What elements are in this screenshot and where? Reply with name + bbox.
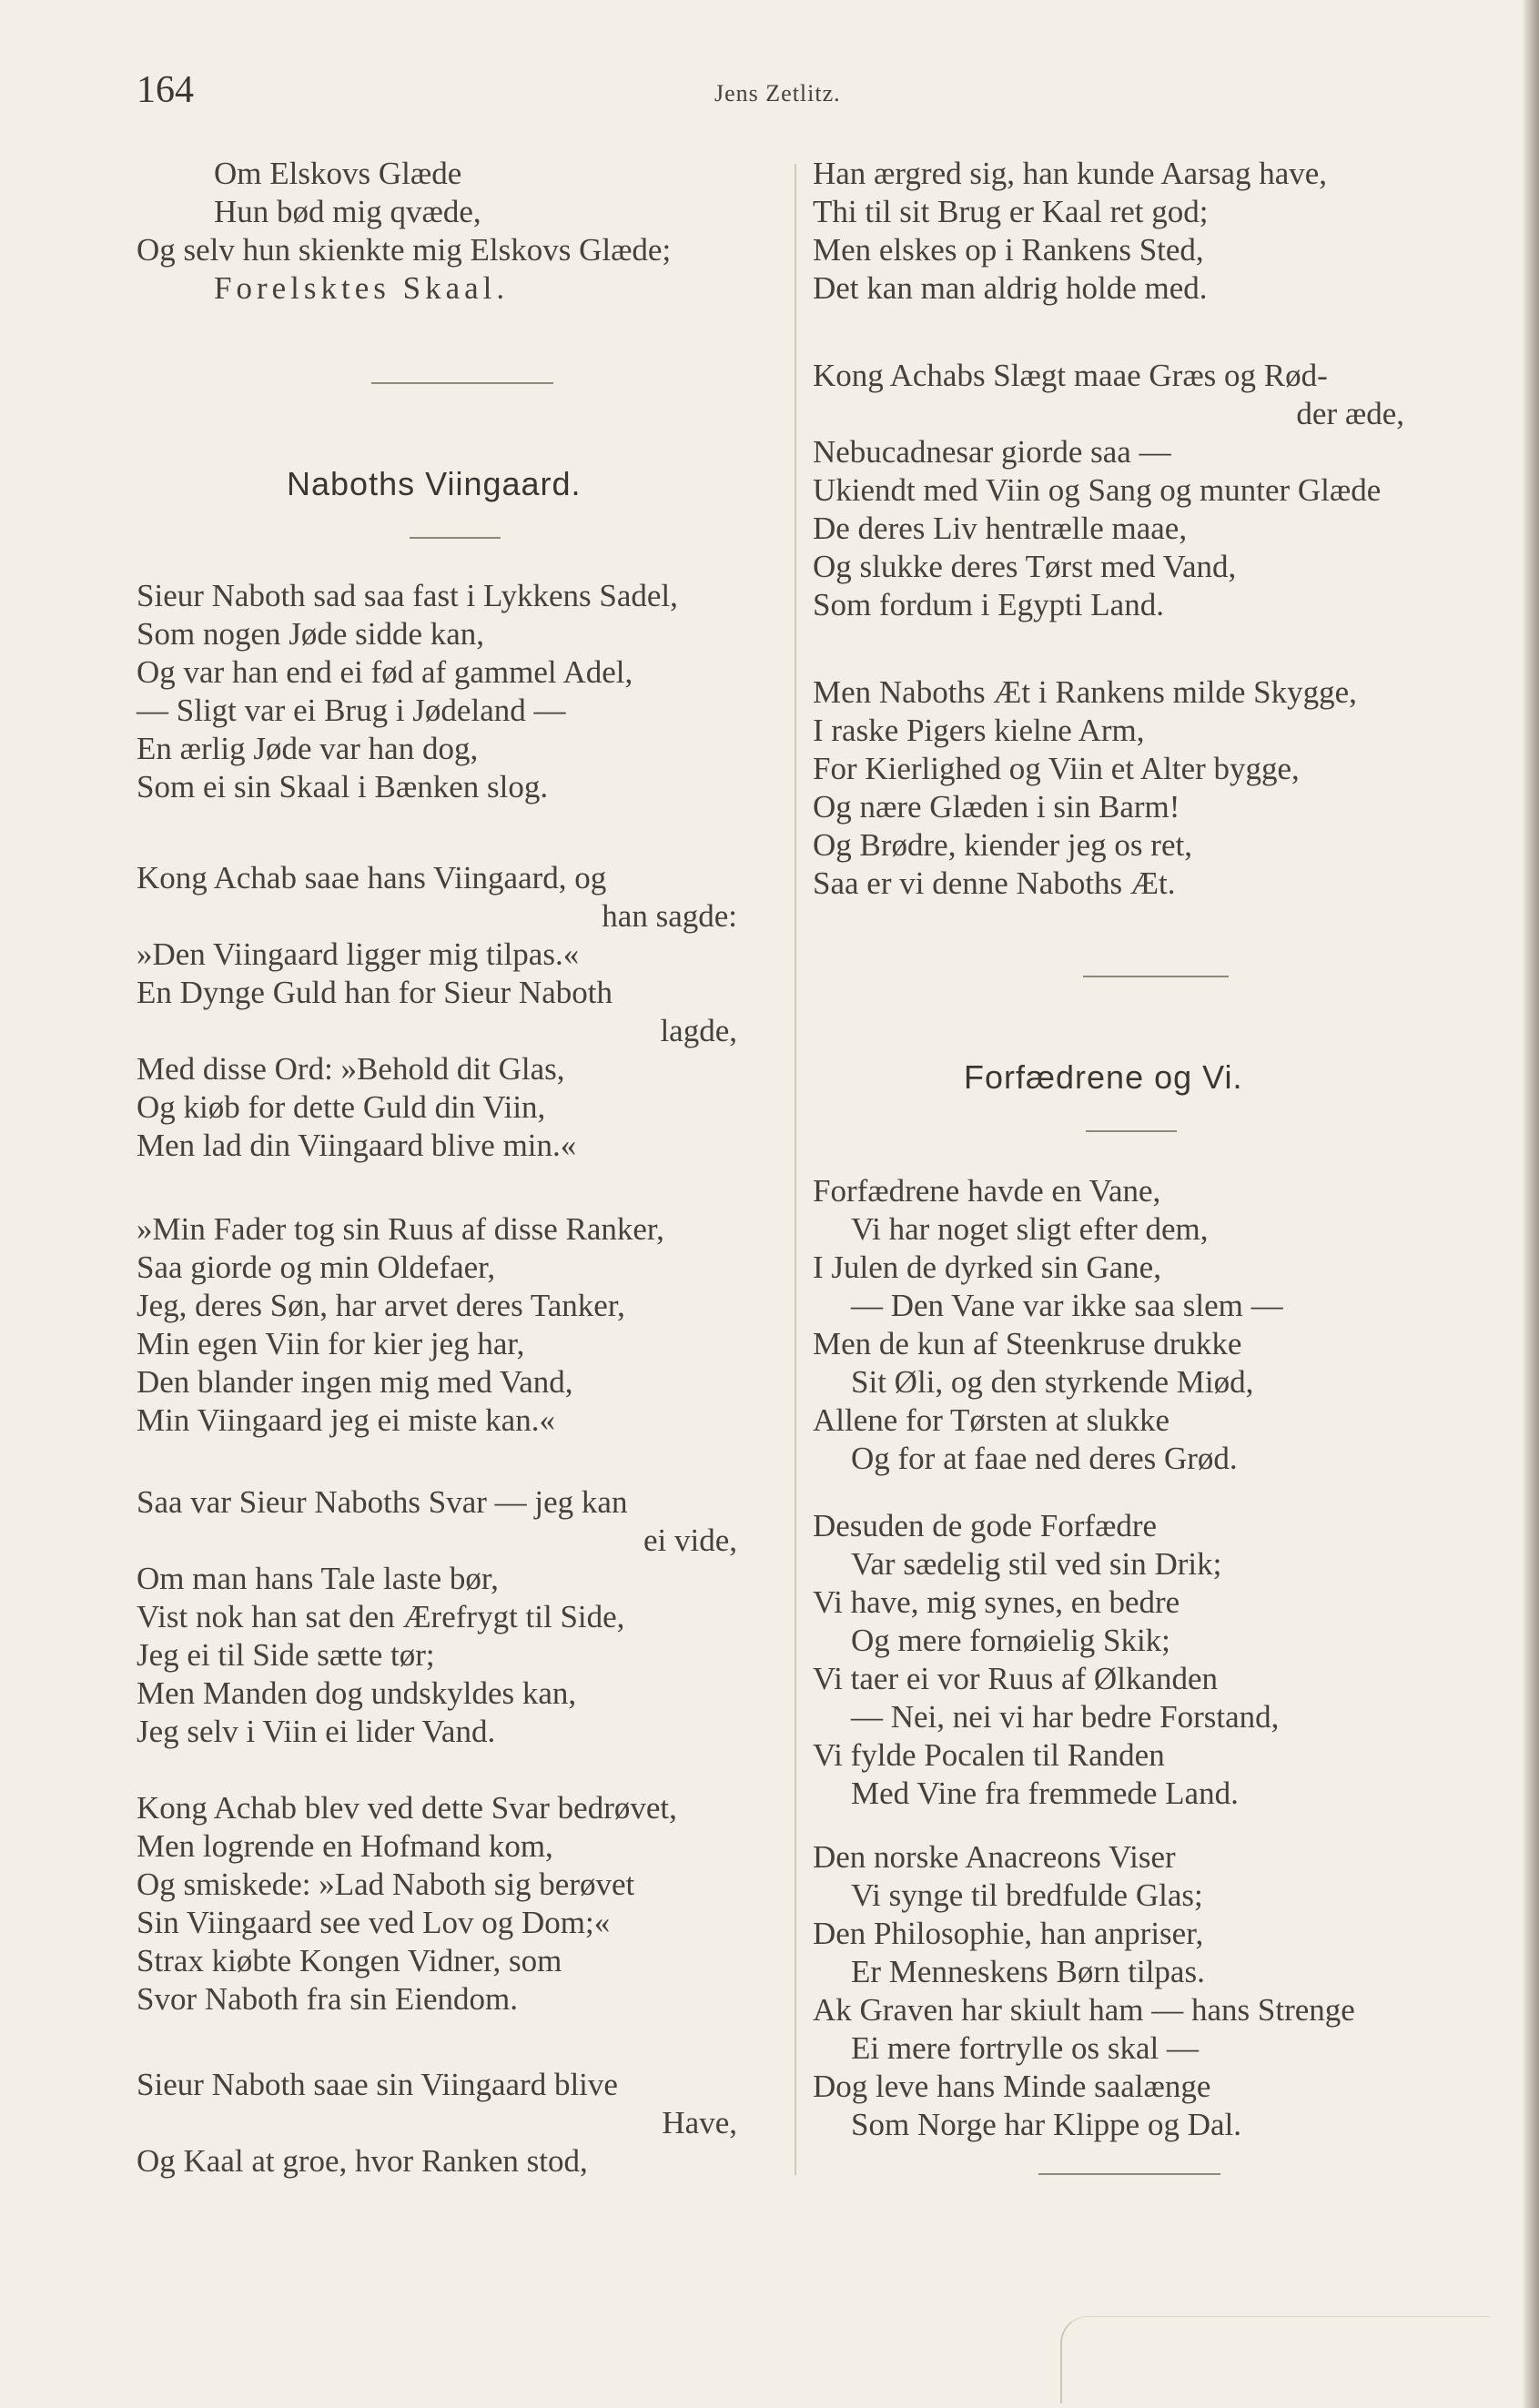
verse-line: Og Kaal at groe, hvor Ranken stod,: [137, 2143, 588, 2179]
verse-line: Kong Achab saae hans Viingaard, og: [137, 860, 607, 895]
verse-line: Det kan man aldrig holde med.: [813, 270, 1208, 306]
verse-line: Men elskes op i Rankens Sted,: [813, 232, 1204, 268]
verse-line: Sin Viingaard see ved Lov og Dom;«: [137, 1905, 611, 1940]
verse-line: Vi har noget sligt efter dem,: [851, 1211, 1209, 1247]
verse-line: Som fordum i Egypti Land.: [813, 587, 1164, 622]
section-rule: [371, 382, 553, 384]
verse-line: Desuden de gode Forfædre: [813, 1508, 1158, 1543]
verse-line: Jeg selv i Viin ei lider Vand.: [137, 1714, 496, 1749]
verse-line: Hun bød mig qvæde,: [214, 194, 481, 229]
verse-line: Men Naboths Æt i Rankens milde Skygge,: [813, 674, 1357, 710]
verse-line: — Den Vane var ikke saa slem —: [851, 1288, 1283, 1323]
verse-line-continuation: lagde,: [660, 1013, 737, 1048]
verse-line: Men Manden dog undskyldes kan,: [137, 1675, 577, 1711]
verse-line: Kong Achabs Slægt maae Græs og Rød-: [813, 358, 1328, 393]
verse-line: De deres Liv hentrælle maae,: [813, 511, 1188, 546]
verse-line: Svor Naboth fra sin Eiendom.: [137, 1981, 518, 2017]
verse-line: »Den Viingaard ligger mig tilpas.«: [137, 936, 580, 972]
poem-title: Naboths Viingaard.: [287, 465, 582, 502]
verse-line: Ei mere fortrylle os skal —: [851, 2030, 1199, 2066]
verse-line: En ærlig Jøde var han dog,: [137, 731, 479, 766]
verse-line: Som ei sin Skaal i Bænken slog.: [137, 769, 549, 804]
verse-line: Ukiendt med Viin og Sang og munter Glæde: [813, 472, 1382, 508]
verse-line: Og for at faae ned deres Grød.: [851, 1441, 1238, 1476]
title-underline: [410, 537, 501, 539]
verse-line: Den norske Anacreons Viser: [813, 1839, 1176, 1875]
verse-line-continuation: der æde,: [1296, 396, 1404, 431]
verse-line: I Julen de dyrked sin Gane,: [813, 1250, 1161, 1285]
verse-line: Er Menneskens Børn tilpas.: [851, 1954, 1205, 1989]
verse-line: Jeg ei til Side sætte tør;: [137, 1637, 435, 1673]
verse-line: Den Philosophie, han anpriser,: [813, 1916, 1204, 1951]
verse-line: Men lad din Viingaard blive min.«: [137, 1128, 577, 1163]
verse-line: En Dynge Guld han for Sieur Naboth: [137, 975, 613, 1010]
verse-line: For Kierlighed og Viin et Alter bygge,: [813, 751, 1300, 786]
verse-line: Forelsktes Skaal.: [214, 270, 510, 306]
verse-line: — Sligt var ei Brug i Jødeland —: [137, 693, 566, 728]
title-underline: [1086, 1130, 1177, 1132]
verse-line: Saa er vi denne Naboths Æt.: [813, 865, 1176, 901]
verse-line: Saa giorde og min Oldefaer,: [137, 1250, 496, 1285]
verse-line: Allene for Tørsten at slukke: [813, 1402, 1170, 1438]
verse-line: Og nære Glæden i sin Barm!: [813, 789, 1180, 825]
verse-line: Strax kiøbte Kongen Vidner, som: [137, 1943, 562, 1978]
verse-line: Ak Graven har skiult ham — hans Strenge: [813, 1992, 1355, 2028]
verse-line: — Nei, nei vi har bedre Forstand,: [851, 1699, 1280, 1735]
verse-line: Min egen Viin for kier jeg har,: [137, 1326, 525, 1361]
verse-line: Og var han end ei fød af gammel Adel,: [137, 654, 633, 690]
verse-line: Og selv hun skienkte mig Elskovs Glæde;: [137, 232, 672, 268]
verse-line: Med Vine fra fremmede Land.: [851, 1776, 1239, 1811]
verse-line: Sit Øli, og den styrkende Miød,: [851, 1364, 1254, 1400]
verse-line-continuation: Have,: [662, 2105, 737, 2140]
verse-line: Min Viingaard jeg ei miste kan.«: [137, 1402, 555, 1438]
verse-line: Vi synge til bredfulde Glas;: [851, 1877, 1203, 1913]
verse-line: Var sædelig stil ved sin Drik;: [851, 1546, 1222, 1582]
verse-line: Sieur Naboth saae sin Viingaard blive: [137, 2067, 618, 2102]
poem-title: Forfædrene og Vi.: [964, 1058, 1243, 1096]
verse-line: Som Norge har Klippe og Dal.: [851, 2107, 1242, 2142]
verse-line: Forfædrene havde en Vane,: [813, 1173, 1161, 1209]
verse-line: Jeg, deres Søn, har arvet deres Tanker,: [137, 1288, 625, 1323]
verse-line: Saa var Sieur Naboths Svar — jeg kan: [137, 1484, 628, 1520]
verse-line: Dog leve hans Minde saalænge: [813, 2069, 1211, 2104]
page-edge-shadow: [1523, 0, 1539, 2408]
verse-line: I raske Pigers kielne Arm,: [813, 713, 1145, 748]
end-rule: [1038, 2173, 1220, 2175]
verse-line: Sieur Naboth sad saa fast i Lykkens Sadel,: [137, 578, 678, 613]
scan-artifact: [1060, 2316, 1490, 2403]
verse-line: Og Brødre, kiender jeg os ret,: [813, 827, 1192, 863]
verse-line: Om man hans Tale laste bør,: [137, 1561, 499, 1596]
verse-line: Vi taer ei vor Ruus af Ølkanden: [813, 1661, 1218, 1696]
verse-line: Han ærgred sig, han kunde Aarsag have,: [813, 156, 1328, 191]
verse-line: Kong Achab blev ved dette Svar bedrøvet,: [137, 1790, 677, 1826]
verse-line: Og kiøb for dette Guld din Viin,: [137, 1089, 546, 1125]
verse-line: Men de kun af Steenkruse drukke: [813, 1326, 1242, 1361]
section-rule: [1083, 976, 1229, 977]
verse-line: Og slukke deres Tørst med Vand,: [813, 549, 1237, 584]
column-divider: [795, 164, 796, 2175]
verse-line: Med disse Ord: »Behold dit Glas,: [137, 1051, 565, 1087]
verse-line: Thi til sit Brug er Kaal ret god;: [813, 194, 1209, 229]
running-head: Jens Zetlitz.: [714, 80, 841, 106]
verse-line-continuation: han sagde:: [602, 898, 737, 934]
verse-line: Vist nok han sat den Ærefrygt til Side,: [137, 1599, 625, 1634]
verse-line: Og smiskede: »Lad Naboth sig berøvet: [137, 1867, 635, 1902]
verse-line: Men logrende en Hofmand kom,: [137, 1828, 553, 1864]
verse-line: Om Elskovs Glæde: [214, 156, 462, 191]
verse-line: Nebucadnesar giorde saa —: [813, 434, 1171, 470]
verse-line: Og mere fornøielig Skik;: [851, 1623, 1170, 1658]
verse-line: Vi fylde Pocalen til Randen: [813, 1737, 1165, 1773]
page-number: 164: [137, 69, 194, 111]
verse-line: »Min Fader tog sin Ruus af disse Ranker,: [137, 1211, 664, 1247]
verse-line: Som nogen Jøde sidde kan,: [137, 616, 485, 652]
verse-line-continuation: ei vide,: [643, 1523, 737, 1558]
verse-line: Den blander ingen mig med Vand,: [137, 1364, 573, 1400]
verse-line: Vi have, mig synes, en bedre: [813, 1584, 1180, 1620]
